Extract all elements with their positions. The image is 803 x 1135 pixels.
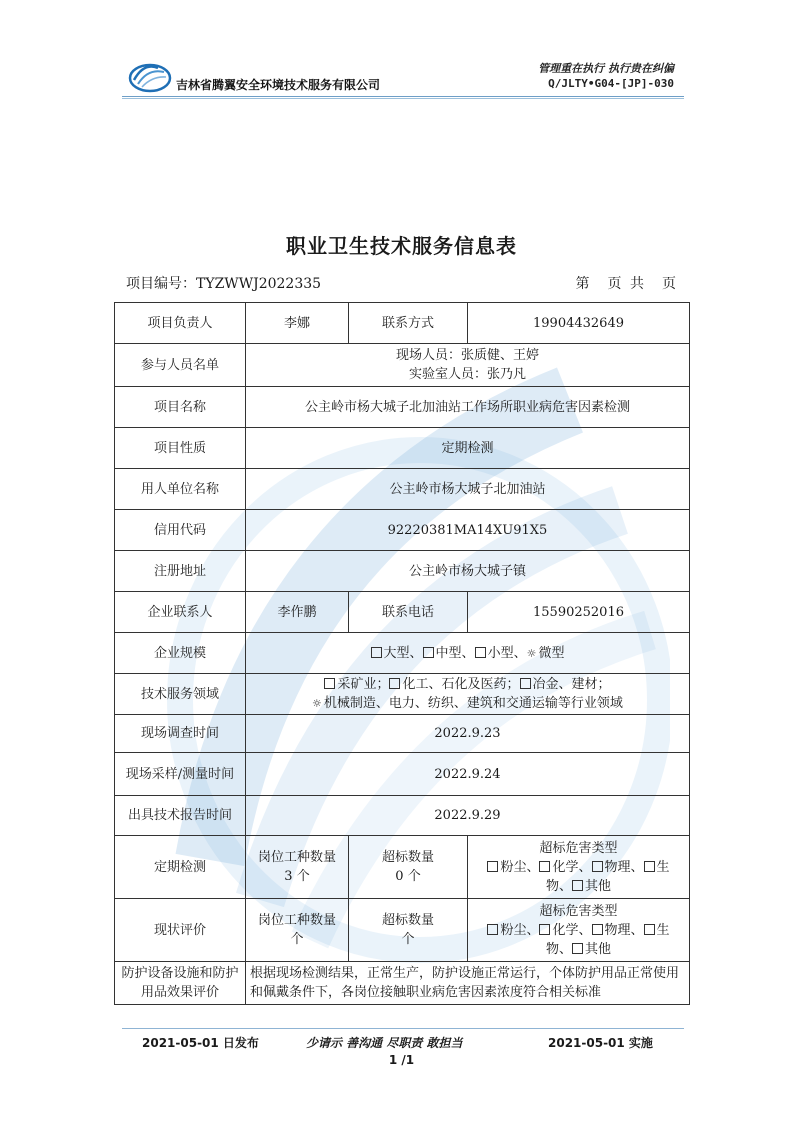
checkbox-icon (475, 647, 486, 658)
scale-option-small: 小型、 (487, 645, 527, 661)
service-domain-options (246, 674, 690, 715)
table-row (115, 551, 690, 592)
table-row (115, 899, 690, 962)
page-number: 1 /1 (388, 1053, 415, 1067)
checkbox-icon (487, 924, 498, 935)
employer-value: 公主岭市杨大城子北加油站 (246, 469, 690, 510)
hazard-physical: 物理、 (604, 922, 644, 938)
members-line-onsite: 现场人员：张质健、王婷 (395, 348, 539, 363)
checkbox-icon (572, 880, 583, 891)
periodic-test-label: 定期检测 (115, 836, 246, 899)
table-row (115, 428, 690, 469)
hazard-bio-a: 生 (656, 859, 670, 875)
hazard-other: 其他 (585, 878, 612, 894)
sampling-time-value: 2022.9.24 (246, 753, 690, 796)
domain-option-chemical: 化工、石化及医药； (402, 677, 520, 692)
status-exceed-value: 个 (401, 932, 415, 947)
issue-date: 2021-05-01 日发布 (142, 1036, 259, 1050)
report-time-value: 2022.9.29 (246, 796, 690, 836)
enterprise-scale-options (246, 633, 690, 674)
status-post-count (246, 899, 349, 962)
contact-label: 联系方式 (349, 303, 468, 344)
sampling-time-label: 现场采样/测量时间 (115, 753, 246, 796)
hazard-other: 其他 (585, 941, 612, 957)
checked-mark-icon: ☼ (526, 646, 537, 660)
hazard-type-label: 超标危害类型 (539, 840, 618, 856)
table-row (115, 344, 690, 387)
scale-option-micro: 微型 (538, 645, 565, 661)
project-nature-value: 定期检测 (246, 428, 690, 469)
report-time-label: 出具技术报告时间 (115, 796, 246, 836)
project-nature-label: 项目性质 (115, 428, 246, 469)
checkbox-icon (389, 678, 400, 689)
address-label: 注册地址 (115, 551, 246, 592)
periodic-post-count-value: 3 个 (284, 869, 310, 884)
header-slogan: 管理重在执行 执行贵在纠偏 (538, 62, 674, 75)
hazard-dust: 粉尘、 (500, 859, 540, 875)
checkbox-icon (487, 861, 498, 872)
project-number-label: 项目编号： (126, 276, 196, 292)
footer-rule (122, 1028, 684, 1029)
protection-eval-value: 根据现场检测结果，正常生产，防护设施正常运行，个体防护用品正常使用和佩戴条件下，各岗位接触职业病危害因素浓度符合相关标准 (246, 962, 690, 1005)
table-row (115, 674, 690, 715)
contact-value: 19904432649 (468, 303, 690, 344)
status-post-count-label: 岗位工种数量 (257, 913, 336, 928)
header-rule (122, 96, 684, 97)
periodic-exceed-count (349, 836, 468, 899)
hazard-chemical: 化学、 (552, 922, 592, 938)
status-hazard-types (468, 899, 690, 962)
hazard-bio-b: 物、 (545, 941, 572, 957)
project-number-value: TYZWWJ2022335 (196, 276, 322, 292)
enterprise-phone-value: 15590252016 (468, 592, 690, 633)
checkbox-icon (423, 647, 434, 658)
table-row (115, 753, 690, 796)
enterprise-contact-label: 企业联系人 (115, 592, 246, 633)
table-row (115, 469, 690, 510)
table-row (115, 303, 690, 344)
status-post-count-value: 个 (290, 932, 304, 947)
project-name-value: 公主岭市杨大城子北加油站工作场所职业病危害因素检测 (246, 387, 690, 428)
survey-time-value: 2022.9.23 (246, 715, 690, 753)
periodic-exceed-label: 超标数量 (381, 850, 434, 865)
page-count-info: 第 页 共 页 (575, 276, 678, 292)
status-eval-label: 现状评价 (115, 899, 246, 962)
hazard-bio-b: 物、 (545, 878, 572, 894)
protection-eval-label: 防护设备设施和防护用品效果评价 (115, 962, 246, 1005)
company-name: 吉林省腾翼安全环境技术服务有限公司 (176, 78, 381, 92)
credit-code-label: 信用代码 (115, 510, 246, 551)
periodic-post-count-label: 岗位工种数量 (257, 850, 336, 865)
table-row (115, 962, 690, 1005)
address-value: 公主岭市杨大城子镇 (246, 551, 690, 592)
periodic-exceed-value: 0 个 (395, 869, 421, 884)
hazard-physical: 物理、 (604, 859, 644, 875)
table-row (115, 796, 690, 836)
checkbox-icon (644, 861, 655, 872)
checkbox-icon (592, 924, 603, 935)
table-row (115, 592, 690, 633)
page-title: 职业卫生技术服务信息表 (286, 234, 517, 258)
status-exceed-count (349, 899, 468, 962)
checkbox-icon (539, 924, 550, 935)
members-line-lab: 实验室人员：张乃凡 (408, 367, 526, 382)
document-number: Q/JLTY•G04-[JP]-030 (548, 77, 674, 90)
checkbox-icon (539, 861, 550, 872)
hazard-chemical: 化学、 (552, 859, 592, 875)
leader-label: 项目负责人 (115, 303, 246, 344)
scale-option-medium: 中型、 (435, 645, 475, 661)
checkbox-icon (324, 678, 335, 689)
effective-date: 2021-05-01 实施 (548, 1036, 653, 1050)
hazard-dust: 粉尘、 (500, 922, 540, 938)
table-row (115, 836, 690, 899)
enterprise-scale-label: 企业规模 (115, 633, 246, 674)
checkbox-icon (572, 943, 583, 954)
service-info-table (114, 302, 690, 1005)
checkbox-icon (592, 861, 603, 872)
employer-label: 用人单位名称 (115, 469, 246, 510)
scale-option-large: 大型、 (383, 645, 423, 661)
hazard-bio-a: 生 (656, 922, 670, 938)
table-row (115, 633, 690, 674)
checkbox-icon (520, 678, 531, 689)
table-row (115, 387, 690, 428)
credit-code-value: 92220381MA14XU91X5 (246, 510, 690, 551)
checkbox-icon (371, 647, 382, 658)
checked-mark-icon: ☼ (312, 697, 322, 710)
service-domain-label: 技术服务领域 (115, 674, 246, 715)
company-logo-icon (128, 58, 172, 94)
status-exceed-label: 超标数量 (381, 913, 434, 928)
checkbox-icon (644, 924, 655, 935)
enterprise-contact-value: 李作鹏 (246, 592, 349, 633)
footer-motto: 少请示 善沟通 尽职责 敢担当 (306, 1036, 463, 1050)
periodic-hazard-types (468, 836, 690, 899)
periodic-post-count (246, 836, 349, 899)
hazard-type-label: 超标危害类型 (539, 903, 618, 919)
project-number (126, 273, 321, 293)
members-value (246, 344, 690, 387)
survey-time-label: 现场调查时间 (115, 715, 246, 753)
project-name-label: 项目名称 (115, 387, 246, 428)
leader-value: 李娜 (246, 303, 349, 344)
domain-option-mining: 采矿业； (337, 677, 390, 692)
members-label: 参与人员名单 (115, 344, 246, 387)
domain-option-manufacturing: 机械制造、电力、纺织、建筑和交通运输等行业领域 (323, 696, 623, 711)
domain-option-metallurgy: 冶金、建材； (532, 677, 611, 692)
table-row (115, 715, 690, 753)
enterprise-phone-label: 联系电话 (349, 592, 468, 633)
page-header (122, 52, 682, 100)
table-row (115, 510, 690, 551)
header-rule-secondary (122, 98, 684, 99)
